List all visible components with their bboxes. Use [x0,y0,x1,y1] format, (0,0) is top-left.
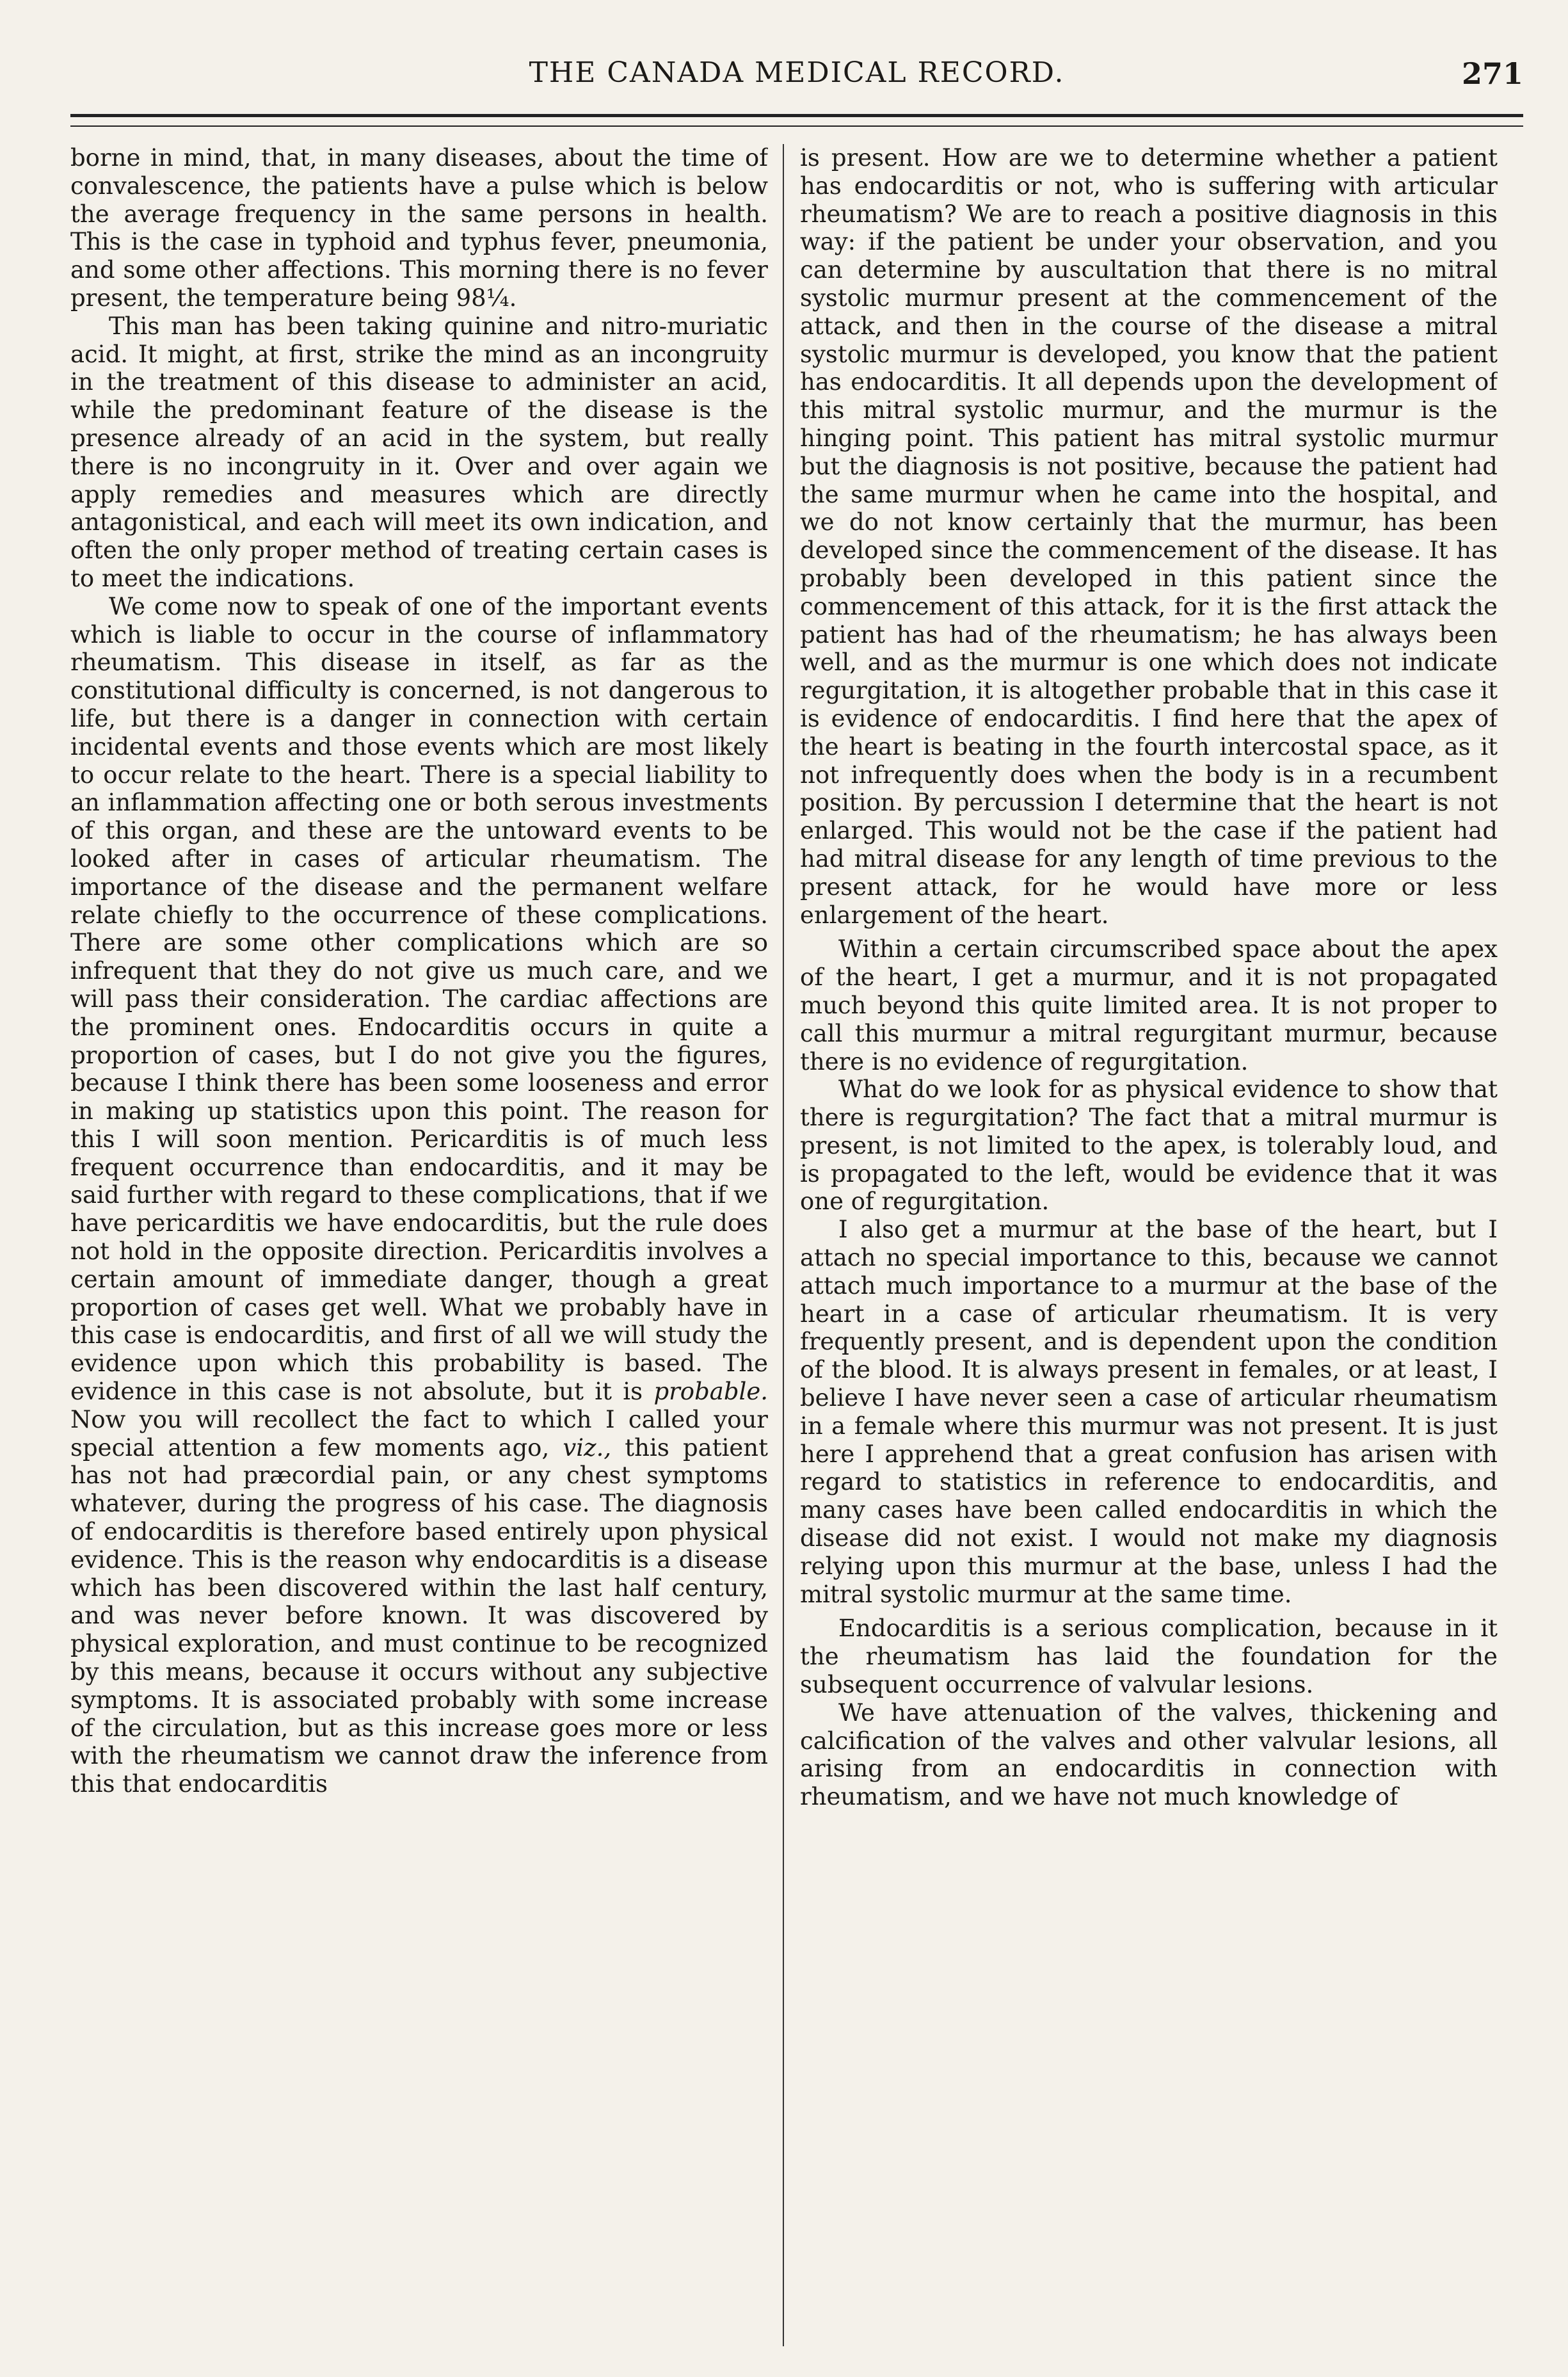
header-rule-thick [70,114,1523,117]
right-column [800,144,1498,2346]
page-header [70,56,1523,101]
paragraph: We have attenuation of the valves, thickening and calcification of the valves and other valvular lesions, all arising from an endocarditis in connection with rheumatism, and we have not much knowledge of [800,1698,1498,1811]
running-title: THE CANADA MEDICAL RECORD. [529,56,1065,89]
paragraph-text: this patient has not had præcordial pain, or any chest symptoms whatever, during the progress of his case. The diagnosis of endocarditis is therefore based entirely upon physical evidence. This is the reason why endocarditis is a disease which has been discovered within the last half century, and was never before known. It was discovered by physical exploration, and must continue to be recognized by this means, because it occurs without any subjective symptoms. It is associated probably with some increase of the circulation, but as this increase goes more or less with the rheumatism we cannot draw the inference from this that endocarditis [70,1433,768,1798]
paragraph: This man has been taking quinine and nitro-muriatic acid. It might, at first, strike the mind as an incongruity in the treatment of this disease to administer an acid, while the predominant feature of the disease is the presence already of an acid in the system, but really there is no incongruity in it. Over and over again we apply remedies and measures which are directly antagonistical, and each will meet its own indication, and often the only proper method of treating certain cases is to meet the indications. [70,312,768,592]
paragraph: What do we look for as physical evidence to show that there is regurgitation? The fact that a mitral murmur is present, is not limited to the apex, is tolerably loud, and is propagated to the left, would be evidence that it was one of regurgitation. [800,1076,1498,1216]
paragraph: Endocarditis is a serious complication, because in it the rheumatism has laid the foundation for the subsequent occurrence of valvular lesions. [800,1615,1498,1699]
paragraph: I also get a murmur at the base of the heart, but I attach no special importance to this, because we cannot attach much importance to a murmur at the base of the heart in a case of articular rheumatism. It is very frequently present, and is dependent upon the condition of the blood. It is always present in females, or at least, I believe I have never seen a case of articular rheumatism in a female where this murmur was not present. It is just here I apprehend that a great confusion has arisen with regard to statistics in reference to endocarditis, and many cases have been called endocarditis in which the disease did not exist. I would not make my diagnosis relying upon this murmur at the base, unless I had the mitral systolic murmur at the same time. [800,1216,1498,1608]
page-number: 271 [1461,56,1523,91]
italic-word: viz., [563,1433,612,1462]
paragraph: borne in mind, that, in many diseases, about the time of convalescence, the patients have a pulse which is below the average frequency in the same persons in health. This is the case in typhoid and typhus fever, pneumonia, and some other affections. This morning there is no fever present, the temperature being 98¼. [70,144,768,312]
left-column [70,144,768,2346]
paragraph-text: Now you will recollect the fact to which I called your special attention a few moments ago, [70,1405,768,1462]
italic-word: probable. [653,1378,768,1406]
column-divider [783,144,784,2346]
paragraph: is present. How are we to determine whether a patient has endocarditis or not, who is suffering with articular rheumatism? We are to reach a positive diagnosis in this way: if the patient be under your observation, and you can determine by auscultation that there is no mitral systolic murmur present at the commencement of the attack, and then in the course of the disease a mitral systolic murmur is developed, you know that the patient has endocarditis. It all depends upon the development of this mitral systolic murmur, and the murmur is the hinging point. This patient has mitral systolic murmur but the diagnosis is not positive, because the patient had the same murmur when he came into the hospital, and we do not know certainly that the murmur, has been developed since the commencement of the disease. It has probably been developed in this patient since the commencement of this attack, for it is the first attack the patient has had of the rheumatism; he has always been well, and as the murmur is one which does not indicate regurgitation, it is altogether probable that in this case it is evidence of endocarditis. I find here that the apex of the heart is beating in the fourth intercostal space, as it not infrequently does when the body is in a recumbent position. By percussion I determine that the heart is not enlarged. This would not be the case if the patient had had mitral disease for any length of time previous to the present attack, for he would have more or less enlargement of the heart. [800,144,1498,929]
paragraph [70,593,768,1798]
paragraph: Within a certain circumscribed space about the apex of the heart, I get a murmur, and it is not propagated much beyond this quite limited area. It is not proper to call this murmur a mitral regurgitant murmur, because there is no evidence of regurgitation. [800,935,1498,1076]
header-rule-thin [70,125,1523,127]
paragraph-text: We come now to speak of one of the important events which is liable to occur in the course of inflammatory rheumatism. This disease in itself, as far as the constitutional difficulty is concerned, is not dangerous to life, but there is a danger in connection with certain incidental events and those events which are most likely to occur relate to the heart. There is a special liability to an inflammation affecting one or both serous investments of this organ, and these are the untoward events to be looked after in cases of articular rheumatism. The importance of the disease and the permanent welfare relate chiefly to the occurrence of these complications. There are some other complications which are so infrequent that they do not give us much care, and we will pass their consideration. The cardiac affections are the prominent ones. Endocarditis occurs in quite a proportion of cases, but I do not give you the figures, because I think there has been some looseness and error in making up statistics upon this point. The reason for this I will soon mention. Pericarditis is of much less frequent occurrence than endocarditis, and it may be said further with regard to these complications, that if we have pericarditis we have endocarditis, but the rule does not hold in the opposite direction. Pericarditis involves a certain amount of immediate danger, though a great proportion of cases get well. What we probably have in this case is endocarditis, and first of all we will study the evidence upon which this probability is based. The evidence in this case is not absolute, but it is [70,592,768,1406]
